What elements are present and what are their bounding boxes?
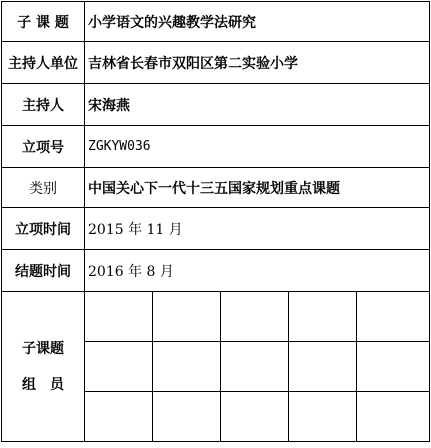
member-cell <box>357 392 430 442</box>
member-cell <box>289 292 357 342</box>
member-cell <box>85 392 153 442</box>
value-host: 宋海燕 <box>85 84 430 126</box>
members-label-line2: 组 员 <box>22 376 64 393</box>
label-host: 主持人 <box>2 84 85 126</box>
members-row-1 <box>2 292 430 342</box>
member-cell <box>221 342 289 392</box>
project-info-table <box>1 1 430 442</box>
member-cell <box>85 342 153 392</box>
value-host-unit: 吉林省长春市双阳区第二实验小学 <box>85 42 430 84</box>
member-cell <box>221 292 289 342</box>
member-cell <box>153 392 221 442</box>
row-approval-date <box>2 208 430 250</box>
member-cell <box>357 342 430 392</box>
member-cell <box>357 292 430 342</box>
row-host <box>2 84 430 126</box>
label-project-number: 立项号 <box>2 126 85 168</box>
label-completion-date: 结题时间 <box>2 250 85 292</box>
value-subtopic: 小学语文的兴趣教学法研究 <box>85 2 430 42</box>
member-cell <box>85 292 153 342</box>
members-label-line1: 子课题 <box>22 340 64 357</box>
member-cell <box>221 392 289 442</box>
member-cell <box>289 392 357 442</box>
value-approval-date: 2015 年 11 月 <box>85 208 430 250</box>
members-label <box>2 292 85 442</box>
row-category <box>2 168 430 208</box>
label-host-unit: 主持人单位 <box>2 42 85 84</box>
member-cell <box>153 292 221 342</box>
value-category: 中国关心下一代十三五国家规划重点课题 <box>85 168 430 208</box>
row-completion-date <box>2 250 430 292</box>
value-completion-date: 2016 年 8 月 <box>85 250 430 292</box>
member-cell <box>289 342 357 392</box>
member-cell <box>153 342 221 392</box>
row-project-number <box>2 126 430 168</box>
label-approval-date: 立项时间 <box>2 208 85 250</box>
row-host-unit <box>2 42 430 84</box>
row-subtopic <box>2 2 430 42</box>
value-project-number: ZGKYW036 <box>85 126 430 168</box>
label-category: 类别 <box>2 168 85 208</box>
label-subtopic: 子 课 题 <box>2 2 85 42</box>
